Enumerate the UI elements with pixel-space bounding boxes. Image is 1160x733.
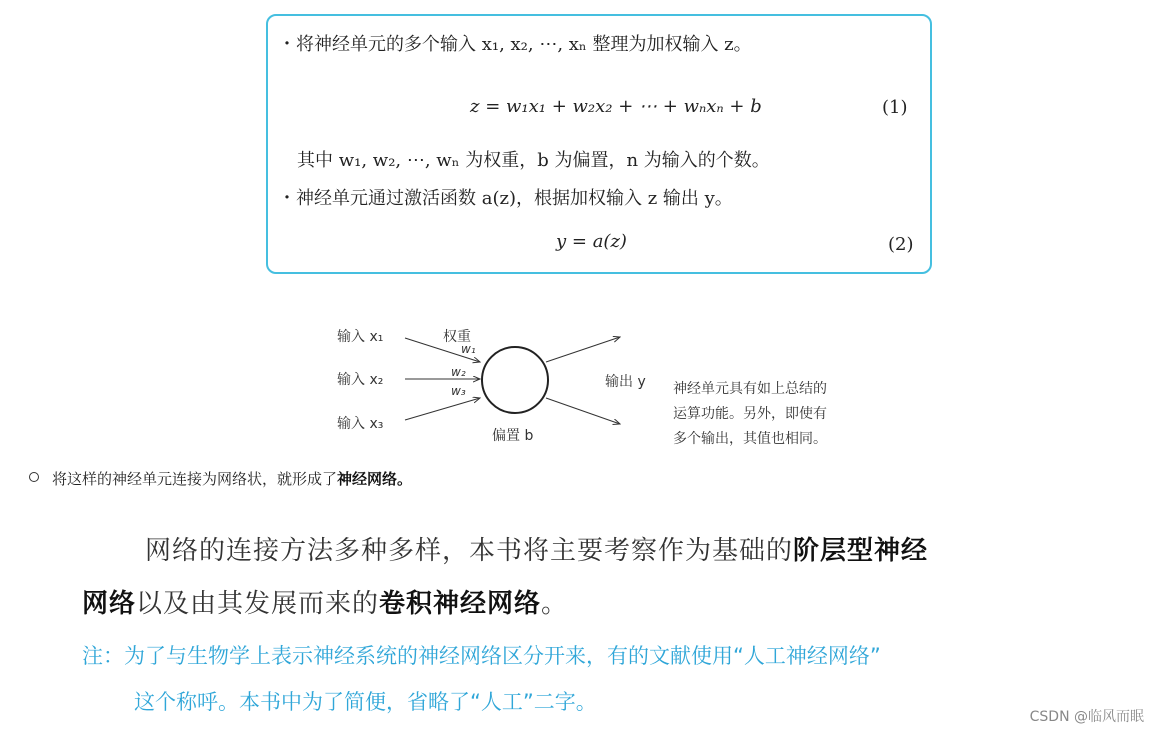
input-3-label: 输入 x₃ bbox=[337, 416, 384, 432]
book-bold-term: 网络 bbox=[82, 589, 137, 619]
watermark: CSDN @临风而眠 bbox=[1029, 709, 1144, 725]
weight-title: 权重 bbox=[443, 329, 471, 345]
weight-3-label: w₃ bbox=[451, 384, 466, 398]
box-line-2: 其中 w₁, w₂, ⋯, wₙ 为权重，b 为偏置，n 为输入的个数。 bbox=[297, 150, 770, 171]
equation-2-number: (2) bbox=[888, 234, 914, 255]
note-line-1: 注：为了与生物学上表示神经系统的神经网络区分开来，有的文献使用“人工神经网络” bbox=[82, 644, 881, 668]
diagram-caption bbox=[673, 377, 827, 452]
equation-2: y = a(z) bbox=[556, 231, 627, 252]
output-arrow-2 bbox=[546, 398, 620, 424]
book-paragraph-line-1 bbox=[145, 530, 928, 567]
bias-label: 偏置 b bbox=[492, 428, 534, 444]
list-bullet bbox=[29, 472, 39, 482]
equation-1: z = w₁x₁ + w₂x₂ + ⋯ + wₙxₙ + b bbox=[470, 96, 762, 117]
output-arrow-1 bbox=[546, 337, 620, 362]
neuron-circle bbox=[482, 347, 548, 413]
book-text: 。 bbox=[541, 589, 569, 619]
weight-1-label: w₁ bbox=[461, 342, 476, 356]
book-text: 以及由其发展而来的 bbox=[136, 589, 380, 619]
equation-1-number: (1) bbox=[882, 97, 908, 118]
paragraph-end: 。 bbox=[397, 470, 413, 488]
input-2-label: 输入 x₂ bbox=[337, 372, 384, 388]
caption-line: 多个输出，其值也相同。 bbox=[673, 431, 827, 447]
bold-term: 神经网络 bbox=[337, 470, 398, 488]
input-arrow-3 bbox=[405, 398, 480, 420]
box-line-1: ・将神经单元的多个输入 x₁, x₂, ⋯, xₙ 整理为加权输入 z。 bbox=[278, 34, 752, 55]
book-paragraph-line-2 bbox=[82, 583, 568, 620]
book-bold-term: 卷积神经网络 bbox=[379, 589, 542, 619]
input-1-label: 输入 x₁ bbox=[337, 329, 384, 345]
paragraph-neural-network bbox=[52, 468, 412, 489]
weight-2-label: w₂ bbox=[451, 365, 466, 379]
caption-line: 运算功能。另外，即使有 bbox=[673, 406, 827, 422]
book-text: 网络的连接方法多种多样，本书将主要考察作为基础的 bbox=[145, 536, 794, 566]
caption-line: 神经单元具有如上总结的 bbox=[673, 381, 827, 397]
box-line-3: ・神经单元通过激活函数 a(z)，根据加权输入 z 输出 y。 bbox=[278, 188, 733, 209]
book-bold-term: 阶层型神经 bbox=[793, 536, 929, 566]
note-line-2: 这个称呼。本书中为了简便，省略了“人工”二字。 bbox=[134, 690, 597, 714]
paragraph-text: 将这样的神经单元连接为网络状，就形成了 bbox=[52, 470, 338, 488]
output-label: 输出 y bbox=[605, 374, 646, 390]
